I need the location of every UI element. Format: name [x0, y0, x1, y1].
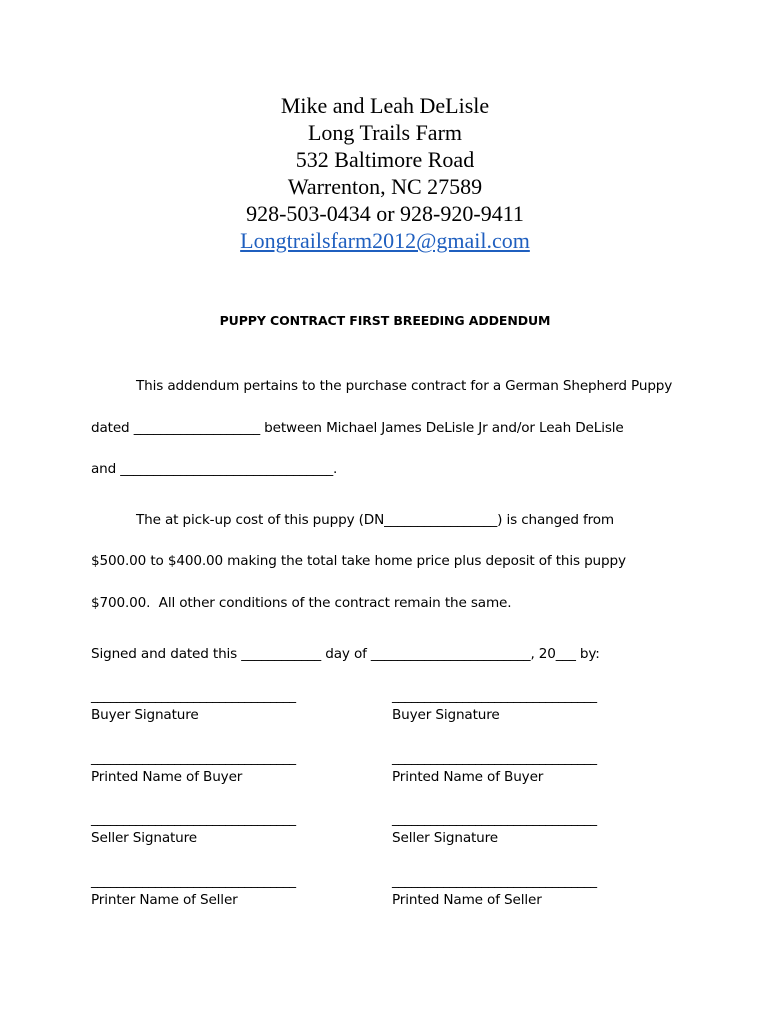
seller-signature-label-left: Seller Signature — [91, 830, 197, 846]
farm-name: Long Trails Farm — [307, 120, 463, 145]
buyer-printed-blank-left[interactable]: ________________________________ — [91, 750, 296, 766]
paragraph-1-line-3: and ________________________________. — [91, 461, 338, 477]
email-link[interactable]: Longtrailsfarm2012@gmail.com — [240, 228, 530, 253]
buyer-printed-blank-right[interactable]: ________________________________ — [392, 750, 597, 766]
buyer-signature-blank-right[interactable]: ________________________________ — [392, 688, 597, 704]
paragraph-1-line-2: dated ___________________ between Michael James DeLisle Jr and/or Leah DeLisle — [91, 420, 624, 436]
buyer-signature-label-left: Buyer Signature — [91, 707, 199, 723]
owner-names: Mike and Leah DeLisle — [280, 93, 490, 118]
paragraph-1-line-1: This addendum pertains to the purchase contract for a German Shepherd Puppy — [136, 378, 673, 394]
document-title: PUPPY CONTRACT FIRST BREEDING ADDENDUM — [219, 313, 551, 328]
buyer-printed-label-left: Printed Name of Buyer — [91, 769, 243, 785]
city-state-zip: Warrenton, NC 27589 — [287, 174, 483, 199]
paragraph-2-line-2: $500.00 to $400.00 making the total take home price plus deposit of this puppy — [91, 553, 626, 569]
seller-printed-label-right: Printed Name of Seller — [392, 892, 542, 908]
letterhead — [0, 92, 770, 254]
street-address: 532 Baltimore Road — [295, 147, 475, 172]
seller-printed-blank-right[interactable]: ________________________________ — [392, 873, 597, 889]
buyer-signature-blank-left[interactable]: ________________________________ — [91, 688, 296, 704]
seller-printed-label-left: Printer Name of Seller — [91, 892, 238, 908]
seller-signature-label-right: Seller Signature — [392, 830, 498, 846]
paragraph-2-line-1: The at pick-up cost of this puppy (DN_________________) is changed from — [136, 512, 615, 528]
paragraph-2-line-3: $700.00. All other conditions of the contract remain the same. — [91, 595, 512, 611]
seller-printed-blank-left[interactable]: ________________________________ — [91, 873, 296, 889]
signed-dated-line: Signed and dated this ____________ day of ________________________, 20___ by: — [91, 646, 600, 662]
phone-numbers: 928-503-0434 or 928-920-9411 — [246, 201, 524, 226]
seller-signature-blank-right[interactable]: ________________________________ — [392, 811, 597, 827]
buyer-signature-label-right: Buyer Signature — [392, 707, 500, 723]
seller-signature-blank-left[interactable]: ________________________________ — [91, 811, 296, 827]
buyer-printed-label-right: Printed Name of Buyer — [392, 769, 544, 785]
